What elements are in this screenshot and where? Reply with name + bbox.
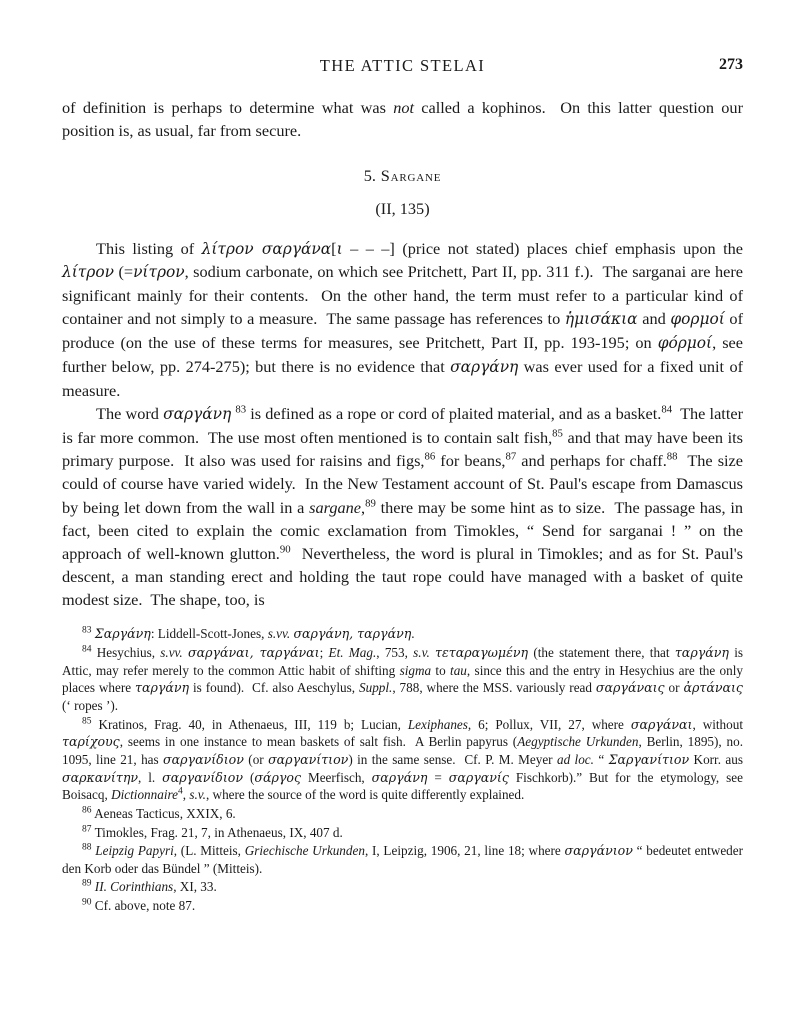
footnote (62, 824, 743, 842)
footnote-text: Aeneas Tacticus, XXIX, 6. (94, 806, 236, 821)
paragraph-1: This listing of λίτρον σαργάνα[ι – – –] (price not stated) places chief emphasis upon the λίτρον (=νίτρον, sodium carbonate, on which see Pritchett, Part II, pp. 311 f.). The sarganai are here significant mainly for their contents. On the other hand, the term must refer to a particular kind of container and not simply to a measure. The same passage has references to ἡμισάκια and φορμοί of produce (on the use of these terms for measures, see Pritchett, Part II, pp. 193-195; on φόρμοί, see further below, pp. 274-275); but there is no evidence that σαργάνη was ever used for a fixed unit of measure. (62, 238, 744, 401)
section-heading (62, 164, 743, 187)
footnote-text: II. Corinthians, XI, 33. (94, 879, 217, 895)
footnotes (62, 625, 743, 914)
footnote-text: Σαργάνη: Liddell-Scott-Jones, s.vv. σαργάνη, ταργάνη. (94, 626, 415, 642)
footnote (62, 805, 743, 823)
footnote-marker: 85 (82, 716, 92, 727)
opening-paragraph: of definition is perhaps to determine what was not called a kophinos. On this latter question our position is, as usual, far from secure. (62, 98, 743, 141)
footnote-marker: 86 (82, 805, 92, 816)
page-number: 273 (719, 56, 743, 73)
footnote-text: Leipzig Papyri, (L. Mitteis, Griechische Urkunden, I, Leipzig, 1906, 21, line 18; where σαργάνιον “ bedeutet entweder den Korb oder das Bündel ” (Mitteis). (62, 843, 744, 876)
footnote (62, 878, 743, 896)
footnote (62, 716, 743, 804)
footnote-marker: 90 (82, 897, 92, 908)
footnote-text: Timokles, Frag. 21, 7, in Athenaeus, IX, 407 d. (94, 824, 343, 840)
body-text (62, 96, 743, 611)
footnote-marker: 83 (82, 625, 92, 636)
footnote-marker: 88 (82, 842, 92, 853)
footnote (62, 625, 743, 643)
section-reference: (II, 135) (375, 199, 430, 219)
footnote-marker: 89 (82, 878, 92, 889)
footnote-text: Cf. above, note 87. (94, 897, 196, 913)
page-header (62, 56, 743, 90)
section-title: Sargane (380, 166, 442, 186)
footnote-marker: 84 (82, 644, 92, 655)
footnote (62, 842, 743, 877)
section-number: 5. (363, 166, 376, 186)
paragraph-2: The word σαργάνη $^{83}$ is defined as a rope or cord of plaited material, and as a basket.$^{84}$ The latter is far more common. The use most often mentioned is to contain salt fish,$^{85}$ and that may have been its primary purpose. It also was used for raisins and figs,$^{86}$ for beans,$^{87}$ and perhaps for chaff.$^{88}$ The size could of course have varied widely. In the New Testament account of St. Paul's escape from Damascus by being let down from the wall in a sargane,$^{89}$ there may be some hint as to size. The passage has, in fact, been cited to explain the comic exclamation from Timokles, “ Send for sarganai ! ” on the approach of well-known glutton.$^{90}$ Nevertheless, the word is plural in Timokles; and as for St. Paul's descent, a man standing erect and holding the taut rope could have managed with a basket of quite modest size. The shape, too, is (62, 403, 744, 610)
running-title: THE ATTIC STELAI (319, 56, 486, 75)
footnote-marker: 87 (82, 824, 92, 835)
footnote-text: Kratinos, Frag. 40, in Athenaeus, III, 119 b; Lucian, Lexiphanes, 6; Pollux, VII, 27, where σαργάναι, without ταρίχους, seems in one instance to mean baskets of salt fish. A Berlin papyrus (Aegyptische Urkunden, Berlin, 1895), no. 1095, line 21, has σαργανίδιον (or σαργανίτιον) in the same sense. Cf. P. M. Meyer ad loc. “ Σαργανίτιον Korr. aus σαρκανίτην, l. σαργανίδιον (σάργος Meerfisch, σαργάνη = σαργανίς Fischkorb).” But for the etymology, see Boisacq, Dictionnaire$^4$, s.v., where the source of the word is quite differently explained. (62, 716, 744, 803)
footnote (62, 644, 743, 715)
footnote-text: Hesychius, s.vv. σαργάναι, ταργάναι; Et. Mag., 753, s.v. τεταραγωμένη (the statement there, that ταργάνη is Attic, may refer merely to the common Attic habit of shifting sigma to tau, since this and the entry in Hesychius are the only places where ταργάνη is found). Cf. also Aeschylus, Suppl., 788, where the MSS. variously read σαργάναις or ἀρτάναις (‘ ropes ’). (62, 644, 744, 713)
footnote (62, 897, 743, 915)
